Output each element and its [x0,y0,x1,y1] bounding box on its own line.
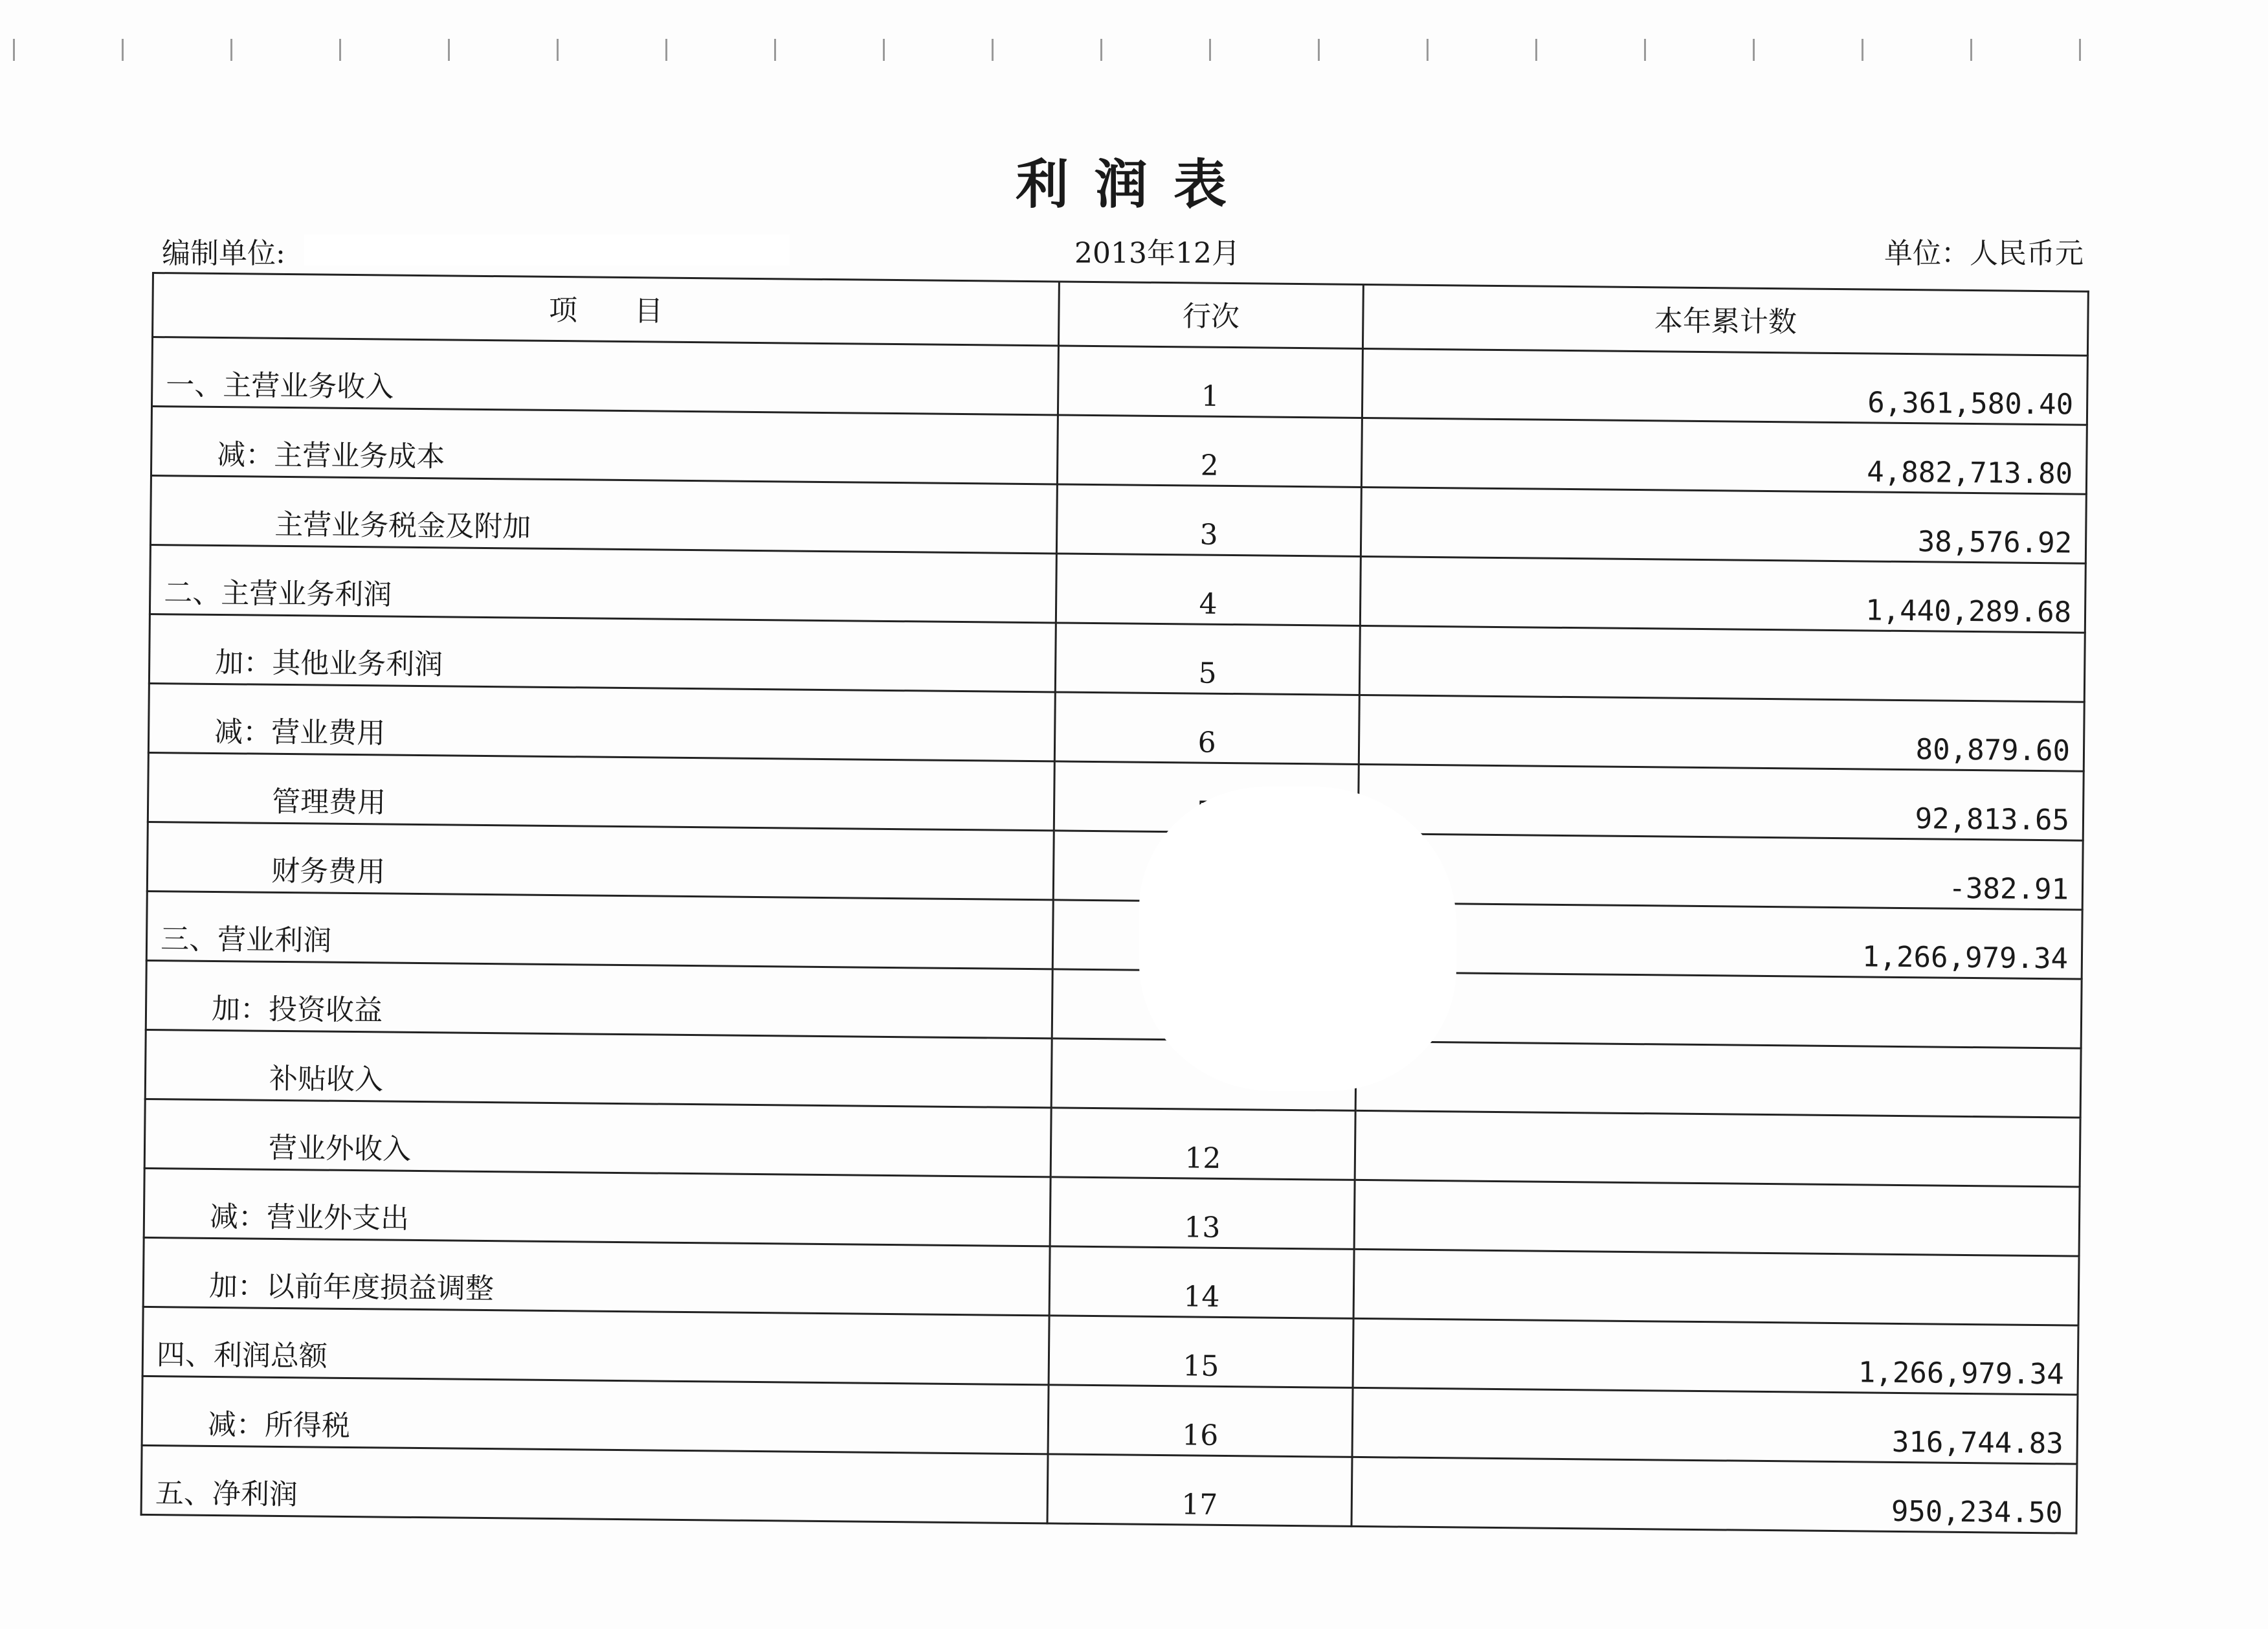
punch-tick [1100,39,1102,61]
row-line-number: 4 [1056,554,1361,626]
row-line-number: 12 [1051,1108,1355,1180]
punch-tick [339,39,341,61]
punch-marks [13,39,2214,71]
report-period: 2013年12月 [1074,237,1240,270]
row-item-label: 财务费用 [147,822,1054,899]
punch-tick [1318,39,1320,61]
punch-tick [230,39,232,61]
row-ytd-value: 1,266,979.34 [1353,1318,2078,1395]
row-line-number: 6 [1054,692,1359,765]
row-ytd-value: 80,879.60 [1359,695,2084,771]
row-item-label: 四、利润总额 [142,1307,1049,1384]
row-item-label: 补贴收入 [145,1029,1052,1107]
row-item-label: 五、净利润 [141,1445,1048,1523]
punch-tick [774,39,776,61]
row-item-label: 加：投资收益 [146,960,1052,1038]
punch-tick [992,39,994,61]
row-ytd-value: 38,576.92 [1361,487,2086,563]
row-line-number: 3 [1056,484,1361,557]
row-ytd-value [1354,1180,2080,1256]
punch-tick [13,39,15,61]
row-ytd-value: 92,813.65 [1358,764,2084,840]
punch-tick [122,39,124,61]
row-line-number: 1 [1058,346,1362,418]
row-line-number: 13 [1050,1177,1355,1250]
row-line-number: 17 [1047,1454,1352,1527]
punch-tick [448,39,450,61]
row-ytd-value: 1,440,289.68 [1360,556,2085,633]
compiler-label: 编制单位: [162,237,285,270]
row-item-label: 加：其他业务利润 [149,614,1056,691]
row-ytd-value [1356,972,2082,1048]
punch-tick [1644,39,1646,61]
punch-tick [1209,39,1211,61]
header-line: 行次 [1058,282,1363,349]
row-line-number: 14 [1049,1246,1354,1319]
row-ytd-value: -382.91 [1357,833,2083,910]
punch-tick [665,39,667,61]
row-ytd-value: 950,234.50 [1351,1457,2077,1533]
punch-tick [1862,39,1863,61]
report-title: 利润表 [1015,154,1252,216]
row-item-label: 管理费用 [148,752,1054,830]
row-ytd-value: 316,744.83 [1352,1387,2078,1464]
row-line-number: 16 [1048,1385,1353,1457]
row-line-number: 2 [1057,415,1362,488]
punch-tick [883,39,885,61]
punch-tick [1427,39,1429,61]
row-item-label: 减：所得税 [142,1376,1049,1454]
redaction-blot [1139,787,1456,1091]
row-line-number: 15 [1049,1316,1353,1388]
row-ytd-value [1355,1110,2080,1187]
row-item-label: 减：主营业务成本 [151,407,1058,484]
punch-tick [557,39,559,61]
punch-tick [2079,39,2081,61]
row-line-number: 5 [1055,623,1360,695]
currency-unit: 单位：人民币元 [1884,237,2084,270]
punch-tick [1535,39,1537,61]
row-item-label: 主营业务税金及附加 [150,475,1057,553]
header-item: 项 目 [153,273,1060,346]
header-value: 本年累计数 [1362,284,2088,355]
row-ytd-value: 1,266,979.34 [1357,903,2082,979]
row-ytd-value [1353,1249,2079,1325]
row-ytd-value [1355,1041,2081,1118]
row-item-label: 减：营业费用 [148,683,1055,761]
redaction-mark [304,234,790,265]
row-item-label: 三、营业利润 [146,891,1053,969]
punch-tick [1970,39,1972,61]
row-ytd-value: 6,361,580.40 [1362,348,2087,425]
row-item-label: 二、主营业务利润 [150,545,1056,622]
row-ytd-value [1359,625,2085,702]
punch-tick [1753,39,1755,61]
row-item-label: 减：营业外支出 [144,1168,1051,1246]
row-item-label: 加：以前年度损益调整 [143,1237,1050,1315]
row-item-label: 营业外收入 [144,1099,1051,1176]
row-item-label: 一、主营业务收入 [152,337,1059,415]
income-statement-table [140,272,2089,1534]
row-ytd-value: 4,882,713.80 [1361,418,2087,494]
